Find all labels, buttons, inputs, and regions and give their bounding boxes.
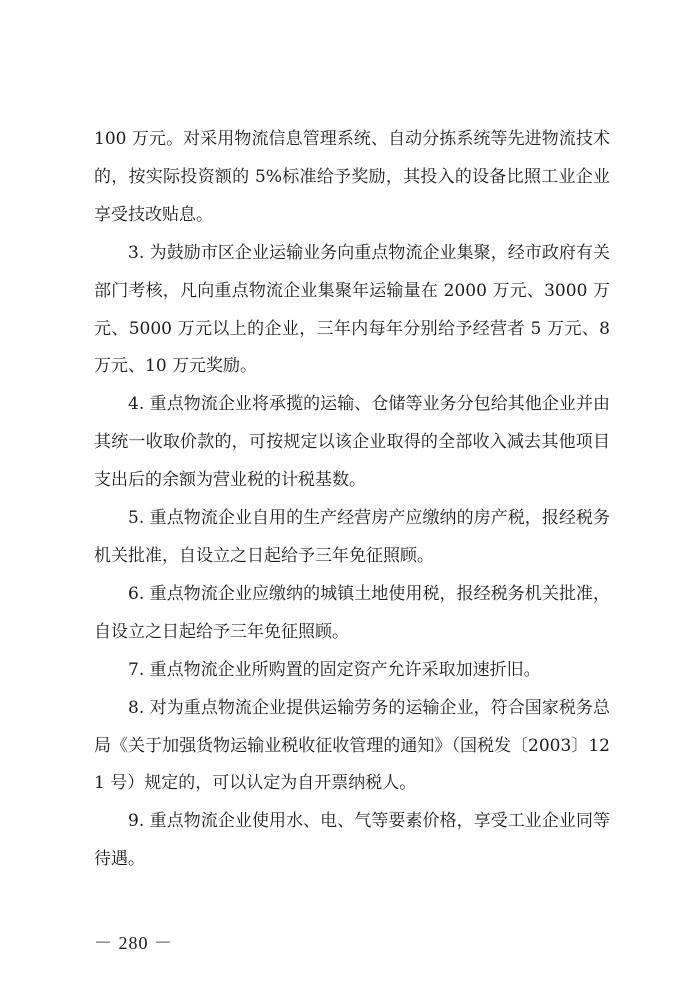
paragraph-item-3: 3. 为鼓励市区企业运输业务向重点物流企业集聚，经市政府有关部门考核，凡向重点物流企业集聚年运输量在 2000 万元、3000 万元、5000 万元以上的企业，三年内每年分别给予经营者 5 万元、8 万元、10 万元奖励。 <box>94 242 610 377</box>
paragraph-item-9: 9. 重点物流企业使用水、电、气等要素价格，享受工业企业同等待遇。 <box>94 811 610 870</box>
paragraph-item-6: 6. 重点物流企业应缴纳的城镇土地使用税，报经税务机关批准，自设立之日起给予三年免征照顾。 <box>94 583 610 642</box>
paragraph-item-8: 8. 对为重点物流企业提供运输劳务的运输企业，符合国家税务总局《关于加强货物运输业税收征收管理的通知》（国税发〔2003〕121 号）规定的，可以认定为自开票纳税人。 <box>94 697 610 794</box>
paragraph-continuation: 100 万元。对采用物流信息管理系统、自动分拣系统等先进物流技术的，按实际投资额的 5%标准给予奖励，其投入的设备比照工业企业享受技改贴息。 <box>94 129 610 225</box>
document-body <box>94 121 610 879</box>
page-number: － 280 － <box>94 933 173 953</box>
paragraph-item-7: 7. 重点物流企业所购置的固定资产允许采取加速折旧。 <box>128 659 541 680</box>
paragraph-item-4: 4. 重点物流企业将承揽的运输、仓储等业务分包给其他企业并由其统一收取价款的，可按规定以该企业取得的全部收入减去其他项目支出后的余额为营业税的计税基数。 <box>94 394 610 491</box>
paragraph-item-5: 5. 重点物流企业自用的生产经营房产应缴纳的房产税，报经税务机关批准，自设立之日起给予三年免征照顾。 <box>94 508 610 566</box>
